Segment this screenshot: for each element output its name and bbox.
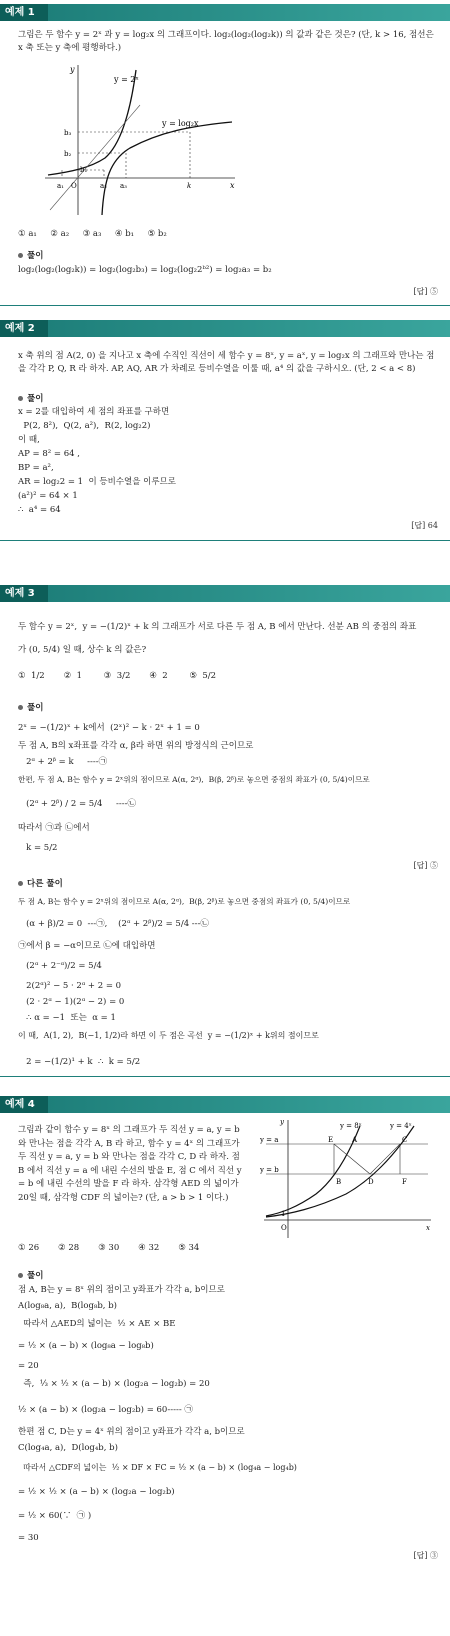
example-1-solution-title — [18, 250, 43, 263]
ex4-line: 점 A, B는 y = 8ˣ 위의 점이고 y좌표가 각각 a, b이므로 — [18, 1285, 225, 1295]
header-bar — [0, 585, 450, 602]
example-2-problem: x 축 위의 점 A(2, 0) 을 지나고 x 축에 수직인 직선이 세 함수 y = 8ˣ, y = aˣ, y = log₂x 의 그래프와 만나는 점을 각각 P, Q, R 라 하자. AP, AQ, AR 가 차례로 등비수열을 이룰 때, a⁴ 의 값을 구하시오. (단, 2 < a < 8) — [18, 351, 435, 375]
ex4-line: = ½ × (a − b) × (log₈a − log₈b) — [18, 1341, 154, 1351]
ex3-sol-line: 2ˣ = −(1/2)ˣ + k에서 (2ˣ)² − k · 2ˣ + 1 = 0 — [18, 723, 200, 733]
ex4-line: 따라서 △CDF의 넓이는 ½ × DF × FC = ½ × (a − b) × (log₄a − log₄b) — [18, 1463, 297, 1472]
ex3-sol-line: 두 점 A, B의 x좌표를 각각 α, β라 하면 위의 방정식의 근이므로 — [18, 741, 254, 751]
label-F: F — [402, 1178, 407, 1186]
ex3-alt-line: 이 때, A(1, 2), B(−1, 1/2)라 하면 이 두 점은 곡선 y = −(1/2)ˣ + k위의 점이므로 — [18, 1031, 319, 1040]
ex4-line: = 20 — [18, 1361, 39, 1371]
example-2-solution-title — [18, 393, 43, 406]
bullet-icon — [18, 253, 23, 258]
example-2-answer: [답] 64 — [411, 521, 438, 530]
label-origin: O — [71, 182, 77, 190]
label-one: 1 — [281, 1210, 286, 1218]
ex4-line: = ½ × ½ × (a − b) × (log₂a − log₂b) — [18, 1487, 175, 1497]
label-curve-8x: y = 8ˣ — [340, 1122, 362, 1130]
ex2-line: AP = 8² = 64 , — [18, 449, 80, 459]
label-b3: b₃ — [64, 129, 72, 137]
label-A: A — [352, 1136, 358, 1144]
graph-y-label: y — [70, 65, 75, 74]
example-1-tab: 예제 1 — [0, 4, 48, 21]
ex4-line: 한편 점 C, D는 y = 4ˣ 위의 점이고 y좌표가 각각 a, b이므로 — [18, 1427, 245, 1437]
example-3-solution-title — [18, 702, 43, 715]
label-C: C — [402, 1136, 408, 1144]
example-4-problem: 그림과 같이 함수 y = 8ˣ 의 그래프가 두 직선 y = a, y = b 와 만나는 점을 각각 A, B 라 하고, 함수 y = 4ˣ 의 그래프가 두 직선 y = a, y = b 와 만나는 점을 각각 C, D 라 하자. 점 B 에서 직선 y = a 에 내린 수선의 발을 E, 점 C 에서 직선 y = b 에 내린 수선의 발을 F 라 하자. 삼각형 AED 의 넓이가 20일 때, 삼각형 CDF 의 넓이는? (단, a > b > 1 이다.) — [18, 1125, 245, 1203]
ex3-sol-line: (2ᵅ + 2ᵝ) / 2 = 5/4 ----㉡ — [18, 799, 136, 809]
ex2-line: P(2, 8²), Q(2, a²), R(2, log₂2) — [18, 421, 151, 431]
ex3-sol-line: k = 5/2 — [18, 843, 58, 853]
graph-y-label: y — [280, 1118, 284, 1126]
example-1-graph — [40, 60, 240, 220]
ex2-line: ∴ a⁴ = 64 — [18, 505, 61, 515]
label-y-a: y = a — [260, 1136, 279, 1144]
example-3-problem-line1: 두 함수 y = 2ˣ, y = −(1/2)ˣ + k 의 그래프가 서로 다른 두 점 A, B 에서 만난다. 선분 AB 의 중점의 좌표 — [18, 622, 417, 632]
bullet-icon — [18, 881, 23, 886]
ex3-alt-line: ∴ α = −1 또는 α = 1 — [18, 1013, 116, 1023]
ex2-line: AR = log₂2 = 1 이 등비수열을 이루므로 — [18, 477, 177, 487]
ex2-line: BP = a², — [18, 463, 54, 473]
graph-x-label: x — [426, 1224, 430, 1232]
divider — [0, 1076, 450, 1077]
header-bar — [0, 1096, 450, 1113]
ex4-line: 즉, ⅓ × ½ × (a − b) × (log₂a − log₂b) = 20 — [18, 1379, 210, 1389]
ex3-alt-line: 2 = −(1/2)¹ + k ∴ k = 5/2 — [18, 1057, 141, 1067]
solution-label: 풀이 — [27, 703, 44, 713]
ex4-line: C(log₄a, a), D(log₄b, b) — [18, 1443, 118, 1453]
solution-label: 풀이 — [27, 394, 44, 404]
example-1-choices: ① a₁ ② a₂ ③ a₃ ④ b₁ ⑤ b₂ — [18, 229, 167, 239]
label-b2: b₂ — [64, 150, 72, 158]
ex3-alt-line: 2(2ᵅ)² − 5 · 2ᵅ + 2 = 0 — [18, 981, 122, 991]
bullet-icon — [18, 705, 23, 710]
label-y-b: y = b — [260, 1166, 279, 1174]
example-2-header — [0, 320, 450, 337]
graph-x-label: x — [230, 181, 235, 190]
example-4-header — [0, 1096, 450, 1113]
ex3-alt-line: ㉠에서 β = −α이므로 ㉡에 대입하면 — [18, 941, 156, 951]
example-3-choices: ① 1/2 ② 1 ③ 3/2 ④ 2 ⑤ 5/2 — [18, 671, 217, 681]
ex3-alt-line: (2 · 2ᵅ − 1)(2ᵅ − 2) = 0 — [18, 997, 125, 1007]
example-3-answer: [답] ⑤ — [413, 861, 438, 870]
ex2-line: (a²)² = 64 × 1 — [18, 491, 78, 501]
label-curve-2x: y = 2ˣ — [114, 75, 139, 84]
ex2-line: 이 때, — [18, 435, 40, 445]
label-E: E — [328, 1136, 334, 1144]
label-b1: b₁ — [80, 166, 88, 174]
example-1-header — [0, 4, 450, 21]
ex3-alt-line: (α + β)/2 = 0 ---㉠, (2ᵅ + 2ᵝ)/2 = 5/4 ---㉡ — [18, 919, 209, 929]
ex4-line: ½ × (a − b) × (log₂a − log₂b) = 60----- ㉠ — [18, 1405, 193, 1415]
bullet-icon — [18, 396, 23, 401]
example-3-header — [0, 585, 450, 602]
alt-solution-label: 다른 풀이 — [27, 879, 63, 889]
label-a2: a₂ — [100, 182, 107, 190]
curve-2-to-x — [48, 70, 136, 175]
bullet-icon — [18, 1273, 23, 1278]
curve-log2-x — [102, 122, 232, 215]
divider — [0, 540, 450, 541]
example-4-graph — [256, 1116, 436, 1244]
example-1-solution: log₂(log₂(log₂k)) = log₂(log₂b₃) = log₂(log₂2ᵇ²) = log₂a₃ = b₂ — [18, 265, 272, 275]
header-bar — [0, 4, 450, 21]
example-4-choices: ① 26 ② 28 ③ 30 ④ 32 ⑤ 34 — [18, 1243, 200, 1253]
label-origin: O — [281, 1224, 287, 1232]
ex3-alt-line: 두 점 A, B는 함수 y = 2ˣ위의 점이므로 A(α, 2ᵅ), B(β, 2ᵝ)로 놓으면 중점의 좌표가 (0, 5/4)이므로 — [18, 897, 351, 906]
header-bar — [0, 320, 450, 337]
example-4-answer: [답] ③ — [413, 1551, 438, 1560]
ex4-line: = ½ × 60(∵ ㉠ ) — [18, 1511, 92, 1521]
ex4-line: 따라서 △AED의 넓이는 ½ × AE × BE — [18, 1319, 176, 1329]
example-2-tab: 예제 2 — [0, 320, 48, 337]
label-a1: a₁ — [57, 182, 64, 190]
example-4-tab: 예제 4 — [0, 1096, 48, 1113]
solution-label: 풀이 — [27, 1271, 44, 1281]
label-k: k — [187, 182, 192, 190]
ex3-sol-line: 2ᵅ + 2ᵝ = k ----㉠ — [18, 757, 108, 767]
ex4-line: = 30 — [18, 1533, 39, 1543]
example-3-problem-line2: 가 (0, 5/4) 일 때, 상수 k 의 값은? — [18, 645, 147, 655]
example-3-tab: 예제 3 — [0, 585, 48, 602]
ex4-line: A(log₈a, a), B(log₈b, b) — [18, 1301, 117, 1311]
label-curve-4x: y = 4ˣ — [390, 1122, 412, 1130]
example-1-answer: [답] ⑤ — [413, 287, 438, 296]
example-3-alt-title — [18, 878, 63, 891]
label-a3: a₃ — [120, 182, 127, 190]
ex3-alt-line: (2ᵅ + 2⁻ᵅ)/2 = 5/4 — [18, 961, 102, 971]
example-4-solution-title — [18, 1270, 43, 1283]
curve-8-to-x — [266, 1126, 360, 1216]
ex3-sol-line: 한편, 두 점 A, B는 함수 y = 2ˣ위의 점이므로 A(α, 2ᵅ), B(β, 2ᵝ)로 놓으면 중점의 좌표가 (0, 5/4)이므로 — [18, 775, 370, 784]
label-B: B — [336, 1178, 342, 1186]
ex2-line: x = 2를 대입하여 세 점의 좌표를 구하면 — [18, 407, 170, 417]
label-D: D — [368, 1178, 374, 1186]
example-1-problem: 그림은 두 함수 y = 2ˣ 과 y = log₂x 의 그래프이다. log₂(log₂(log₂k)) 의 값과 같은 것은? (단, k > 16, 점선은 x 축 또는 y 축에 평행하다.) — [18, 30, 437, 54]
ex3-sol-line: 따라서 ㉠과 ㉡에서 — [18, 823, 90, 833]
divider — [0, 305, 450, 306]
label-curve-log: y = log₂x — [162, 119, 199, 128]
solution-label: 풀이 — [27, 251, 44, 261]
